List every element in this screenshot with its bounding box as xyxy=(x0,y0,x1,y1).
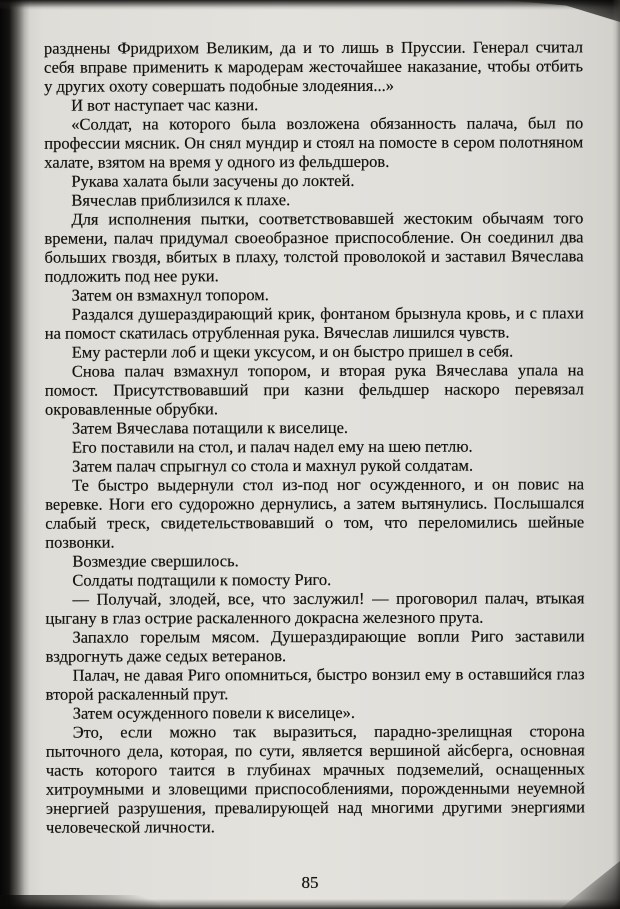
scan-artifact-bottom-left xyxy=(0,895,160,909)
paragraph: Возмездие свершилось. xyxy=(72,551,239,571)
paragraph: Вячеслав приблизился к плахе. xyxy=(71,190,291,210)
scan-edge-left-binding xyxy=(0,0,30,909)
paragraph: Затем осужденного повели к виселице». xyxy=(72,702,356,723)
page-number: 85 xyxy=(301,873,319,892)
paragraph: Затем Вячеслава потащили к виселице. xyxy=(71,417,349,438)
paragraph: Те быстро выдернули стол из-под ног осужденного, и он повис на веревке. Ноги его судорожно дернулись, а затем вытянулись. Послышался слабый треск, свидетельствовавший о том, что переломились шейные позвонки. xyxy=(45,474,585,552)
scan-edge-right xyxy=(612,0,620,909)
paragraph: Запахло горелым мясом. Душераздирающие вопли Риго заставили вздрогнуть даже седых ветеранов. xyxy=(45,626,585,666)
paragraph: Затем палач спрыгнул со стола и махнул рукой солдатам. xyxy=(72,455,474,476)
paragraph: Палач, не давая Риго опомниться, быстро вонзил ему в оставшийся глаз второй раскаленный прут. xyxy=(45,664,585,704)
paragraph: Для исполнения пытки, соответствовавшей жестоким обычаям того времени, палач придумал своеобразное приспособление. Он соединил два больших гвоздя, вбитых в плаху, толстой проволокой и заставил Вячеслава подложить под нее руки. xyxy=(44,208,584,286)
paragraph: — Получай, злодей, все, что заслужил! — проговорил палач, втыкая цыгану в глаз острие раскаленного докрасна железного прута. xyxy=(45,588,585,628)
paragraph: Солдаты подтащили к помосту Риго. xyxy=(72,569,332,590)
page-text xyxy=(44,37,585,836)
paragraph: И вот наступает час казни. xyxy=(71,95,259,115)
paragraph: Рукава халата были засучены до локтей. xyxy=(71,170,355,191)
paragraph: Затем он взмахнул топором. xyxy=(71,285,269,305)
paragraph: Его поставили на стол, и палач надел ему на шею петлю. xyxy=(72,436,473,457)
paragraph: «Солдат, на которого была возложена обязанность палача, был по профессии мясник. Он снял мундир и стоял на помосте в сером полотняном халате, взятом на время у одного из фельдшеров. xyxy=(44,113,584,172)
paragraph: Это, если можно так выразиться, парадно-зрелищная сторона пыточного дела, которая, по сути, является вершиной айсберга, основная часть которого таится в глубинах мрачных подземелий, оснащенных хитроумными и зловещими приспособлениями, порожденными неуемной энергией разрушения, превалирующей над многими другими энергиями человеческой личности. xyxy=(45,721,585,837)
paragraph: Раздался душераздирающий крик, фонтаном брызнула кровь, и с плахи на помост скатилась отрубленная рука. Вячеслав лишился чувств. xyxy=(44,303,584,343)
paragraph: Ему растерли лоб и щеки уксусом, и он быстро пришел в себя. xyxy=(71,341,514,362)
paragraph: Снова палач взмахнул топором, и вторая рука Вячеслава упала на помост. Присутствовавший при казни фельдшер наскоро перевязал окровавленные обрубки. xyxy=(44,360,584,419)
paragraph: разднены Фридрихом Великим, да и то лишь в Пруссии. Генерал считал себя вправе применить к мародерам жесточайшее наказание, чтобы отбить у других охоту совершать подобные злодеяния...» xyxy=(43,37,584,96)
